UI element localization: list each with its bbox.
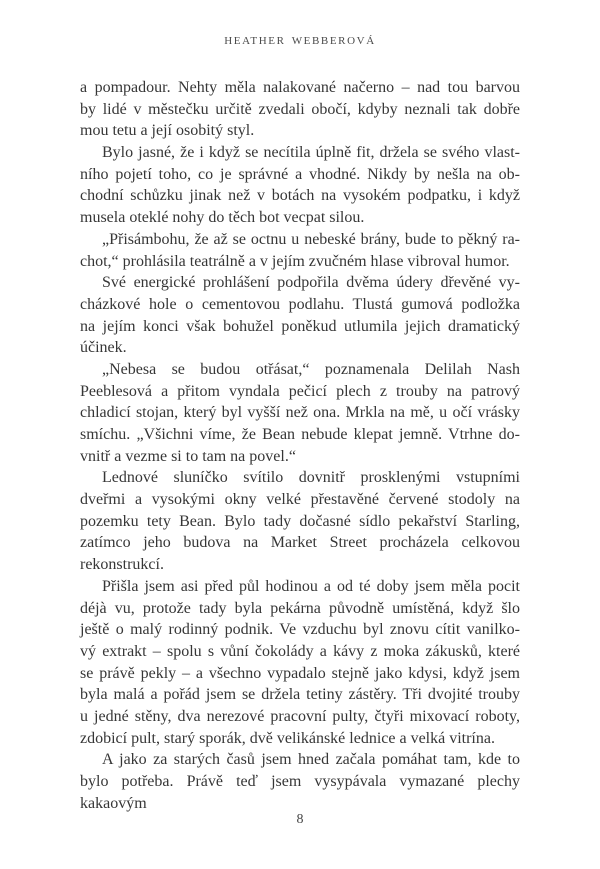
text-line: vnitř a vezme si to tam na povel.“ xyxy=(80,447,296,465)
running-header: HEATHER WEBBEROVÁ xyxy=(224,35,376,47)
paragraph xyxy=(80,229,520,272)
text-line: chot,“ prohlásila teatrálně a v jejím zvučném hlase vibroval humor. xyxy=(80,252,510,270)
text-line: déjà vu, protože tady byla pekárna původně umístěná, když šlo xyxy=(80,599,520,617)
text-line: Peeblesová a přitom vyndala pečicí plech z trouby na patrový xyxy=(80,382,520,400)
text-line: by lidé v městečku určitě zvedali obočí, kdyby neznali tak dobře xyxy=(80,100,520,118)
text-line: byla malá a pořád jsem se držela tetiny zástěry. Tři dvojité trouby xyxy=(80,686,520,704)
text-line: dveřmi a vysokými okny velké přestavěné červené stodoly na xyxy=(80,491,520,509)
text-line: Lednové sluníčko svítilo dovnitř prosklenými vstupními xyxy=(102,469,520,487)
text-line: se právě pekly – a všechno vypadalo stejně jako kdysi, když jsem xyxy=(80,664,520,682)
text-line: účinek. xyxy=(80,339,127,357)
paragraph xyxy=(80,77,520,142)
text-line: vý extrakt – spolu s vůní čokolády a kávy z moka zákusků, které xyxy=(80,642,520,660)
paragraph xyxy=(80,749,520,812)
text-line: zatímco jeho budova na Market Street procházela celkovou xyxy=(80,534,520,552)
text-line: Své energické prohlášení podpořila dvěma údery dřevěné vy- xyxy=(102,274,520,292)
paragraph xyxy=(80,272,520,359)
text-line: ještě o malý rodinný podnik. Ve vzduchu byl znovu cítit vanilko- xyxy=(80,621,520,639)
text-line: Bylo jasné, že i když se necítila úplně fit, držela se svého vlast- xyxy=(102,144,520,162)
text-line: smíchu. „Všichni víme, že Bean nebude klepat jemně. Vtrhne do- xyxy=(80,426,520,443)
text-line: mou tetu a její osobitý styl. xyxy=(80,122,255,140)
text-line: A jako za starých časů jsem hned začala pomáhat tam, kde to xyxy=(102,751,520,769)
text-line: u jedné stěny, dva nerezové pracovní pulty, čtyři mixovací roboty, xyxy=(80,707,520,725)
text-line: rekonstrukcí. xyxy=(80,556,164,574)
text-line: chladicí stojan, který byl vyšší než ona. Mrkla na mě, u očí vrásky xyxy=(80,404,520,422)
body-text xyxy=(80,77,520,812)
text-line: bylo potřeba. Právě teď jsem vysypávala vymazané plechy kakaovým xyxy=(80,773,520,812)
paragraph xyxy=(80,576,520,750)
text-line: cházkové hole o cementovou podlahu. Tlustá gumová podložka xyxy=(80,295,520,313)
text-line: na jejím konci však bohužel poněkud utlumila jejich dramatický xyxy=(80,317,520,335)
text-line: zdobicí pult, starý sporák, dvě velikánské lednice a velká vitrína. xyxy=(80,729,495,747)
text-line: „Přisámbohu, že až se octnu u nebeské brány, bude to pěkný ra- xyxy=(102,230,520,248)
page-number: 8 xyxy=(296,812,304,827)
text-line: chodní schůzku jinak než v botách na vysokém podpatku, i když xyxy=(80,187,520,205)
paragraph xyxy=(80,467,520,575)
text-line: ního pojetí toho, co je správné a vhodné. Nikdy by nešla na ob- xyxy=(80,165,520,183)
paragraph xyxy=(80,142,520,229)
text-line: „Nebesa se budou otřásat,“ poznamenala Delilah Nash xyxy=(102,360,520,378)
paragraph xyxy=(80,359,520,467)
text-line: a pompadour. Nehty měla nalakované načerno – nad tou barvou xyxy=(80,79,520,96)
text-line: pozemku tety Bean. Bylo tady dočasné sídlo pekařství Starling, xyxy=(80,512,520,530)
text-line: Přišla jsem asi před půl hodinou a od té doby jsem měla pocit xyxy=(102,577,520,595)
text-line: musela oteklé nohy do těch bot vecpat silou. xyxy=(80,209,365,227)
